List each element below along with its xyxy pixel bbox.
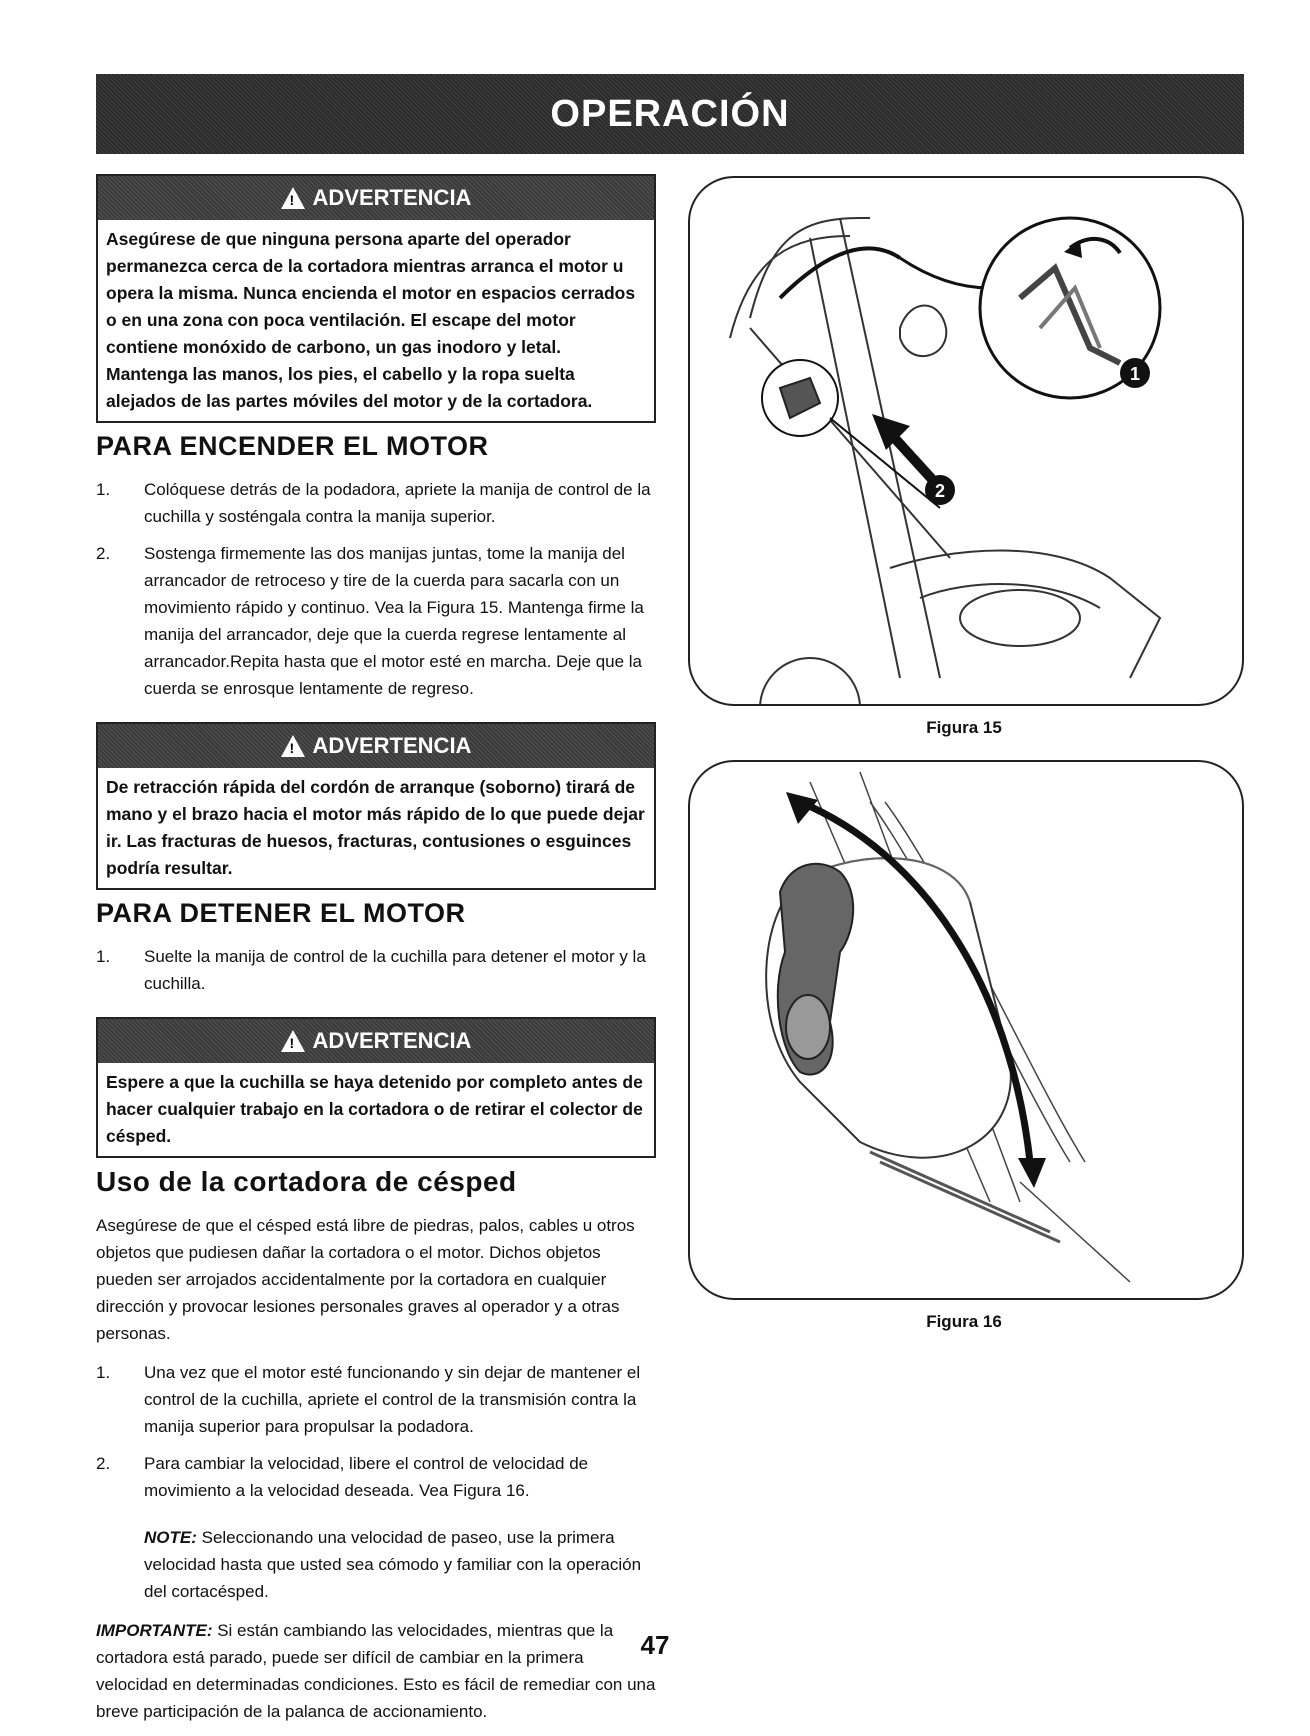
warning-triangle-icon (281, 187, 305, 209)
figure-16-caption: Figura 16 (926, 1312, 1002, 1331)
warning-label: ADVERTENCIA (312, 733, 472, 758)
figure-16 (688, 760, 1244, 1300)
page-title: OPERACIÓN (550, 92, 790, 135)
heading-stop-engine: PARA DETENER EL MOTOR (96, 898, 466, 928)
step-text: Una vez que el motor esté funcionando y sin dejar de mantener el control de la cuchilla, apriete el control de la transmisión contra la manija superior para propulsar la podadora. (144, 1363, 641, 1436)
figure-15 (688, 176, 1244, 706)
step-number: 1. (96, 1363, 111, 1382)
page-number: 47 (640, 1630, 670, 1660)
warning-label: ADVERTENCIA (312, 185, 472, 210)
warning-triangle-icon (281, 1030, 305, 1052)
warning-box-2 (96, 722, 656, 890)
speed-control-illustration (690, 762, 1242, 1298)
note-text: Seleccionando una velocidad de paseo, use la primera velocidad hasta que usted sea cómodo y familiar con la operación del cortacésped. (144, 1528, 642, 1601)
warning-triangle-icon (281, 735, 305, 757)
section-banner (96, 74, 1244, 154)
warning-text: Asegúrese de que ninguna persona aparte del operador permanezca cerca de la cortadora mientras arranca el motor u opera la misma. Nunca encienda el motor en espacios cerrados o en una zona con poca ventilación. El escape del motor contiene monóxido de carbono, un gas inodoro y letal. Mantenga las manos, los pies, el cabello y la ropa suelta alejados de las partes móviles del motor y de la cortadora. (106, 229, 636, 411)
step-number: 1. (96, 480, 111, 499)
stop-steps (96, 943, 656, 997)
list-item (96, 1359, 656, 1440)
mower-handle-illustration (690, 178, 1242, 704)
warning-box-3 (96, 1017, 656, 1158)
list-item (96, 540, 656, 702)
callout-1: 1 (1129, 364, 1141, 384)
warning-header (98, 176, 654, 220)
list-item (96, 476, 656, 530)
step-text: Suelte la manija de control de la cuchilla para detener el motor y la cuchilla. (144, 947, 646, 993)
list-item (96, 943, 656, 997)
list-item (96, 1450, 656, 1504)
warning-text: De retracción rápida del cordón de arranque (soborno) tirará de mano y el brazo hacia el motor más rápido de lo que puede dejar ir. Las fracturas de huesos, fracturas, contusiones o esguinces podría resultar. (106, 777, 645, 878)
warning-box-1 (96, 174, 656, 423)
step-text: Colóquese detrás de la podadora, apriete la manija de control de la cuchilla y sosténgala contra la manija superior. (144, 480, 651, 526)
step-number: 1. (96, 947, 111, 966)
warning-label: ADVERTENCIA (312, 1028, 472, 1053)
note (96, 1524, 656, 1605)
callout-2: 2 (934, 481, 946, 501)
figure-15-caption: Figura 15 (926, 718, 1002, 737)
important-label: IMPORTANTE: (96, 1621, 213, 1640)
left-column (96, 174, 656, 1725)
warning-header (98, 724, 654, 768)
step-number: 2. (96, 1454, 111, 1473)
heading-mower-use: Uso de la cortadora de césped (96, 1166, 517, 1197)
note-label: NOTE: (144, 1528, 197, 1547)
use-steps (96, 1359, 656, 1504)
important-text: Si están cambiando las velocidades, mientras que la cortadora está parado, puede ser difícil de cambiar en la primera velocidad en determinadas condiciones. Esto es fácil de remediar con una breve participación de la palanca de accionamiento. (96, 1621, 656, 1721)
warning-text: Espere a que la cuchilla se haya detenido por completo antes de hacer cualquier trabajo en la cortadora o de retirar el colector de césped. (106, 1072, 643, 1146)
start-steps (96, 476, 656, 702)
heading-start-engine: PARA ENCENDER EL MOTOR (96, 431, 489, 461)
step-number: 2. (96, 544, 111, 563)
use-intro: Asegúrese de que el césped está libre de piedras, palos, cables u otros objetos que pudiesen dañar la cortadora o el motor. Dichos objetos pueden ser arrojados accidentalmente por la cortadora en cualquier dirección y provocar lesiones personales graves al operador y a otras personas. (96, 1216, 635, 1343)
warning-header (98, 1019, 654, 1063)
step-text: Sostenga firmemente las dos manijas juntas, tome la manija del arrancador de retroceso y tire de la cuerda para sacarla con un movimiento rápido y continuo. Vea la Figura 15. Mantenga firme la manija del arrancador, deje que la cuerda regrese lentamente al arrancador.Repita hasta que el motor esté en marcha. Deje que la cuerda se enrosque lentamente de regreso. (144, 544, 644, 698)
step-text: Para cambiar la velocidad, libere el control de velocidad de movimiento a la velocidad deseada. Vea Figura 16. (144, 1454, 589, 1500)
